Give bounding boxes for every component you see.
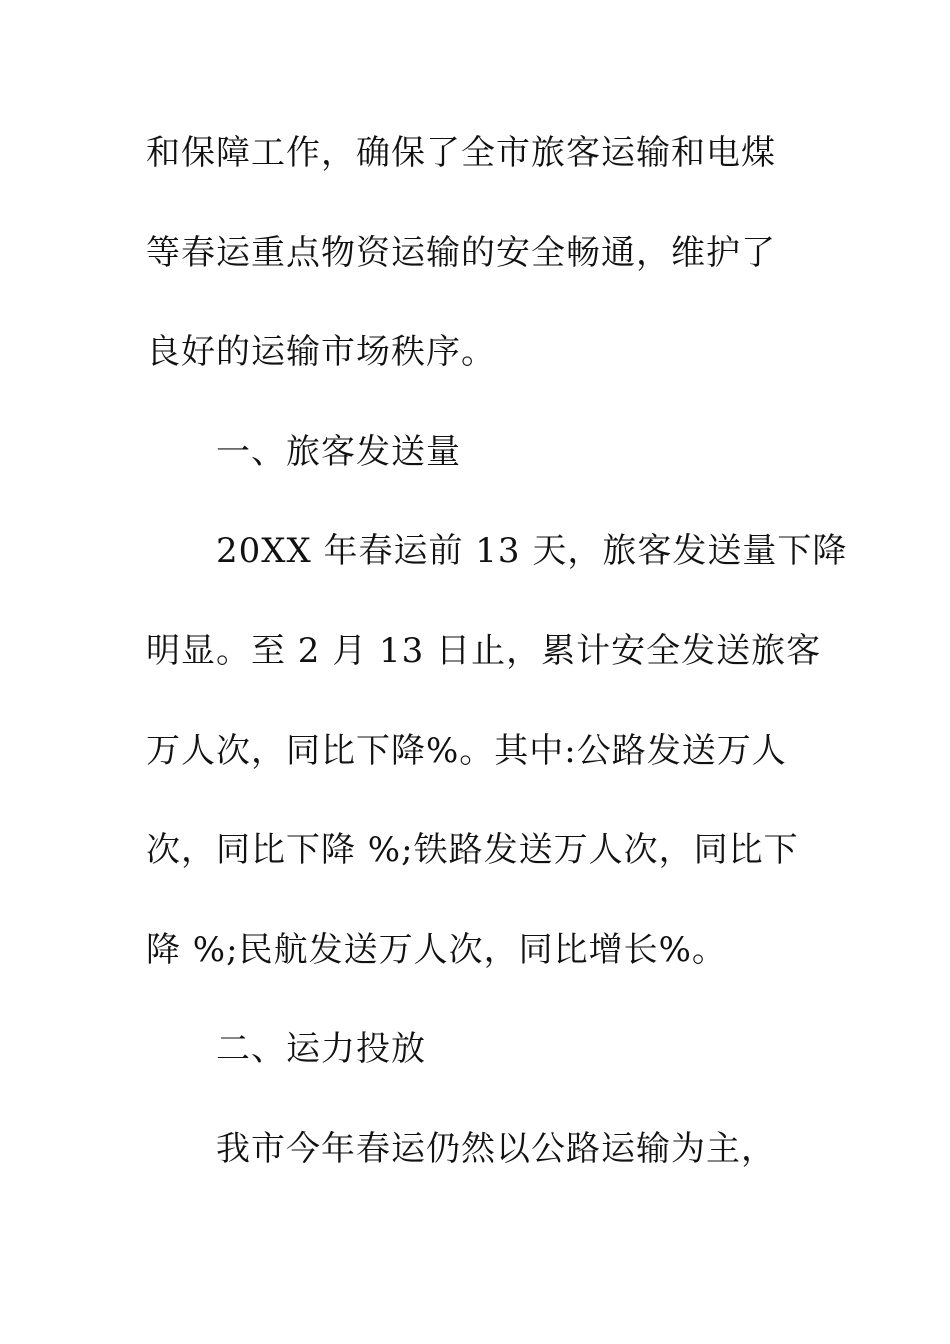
paragraph-line: 万人次，同比下降%。其中:公路发送万人 bbox=[146, 731, 787, 771]
paragraph-line: 和保障工作，确保了全市旅客运输和电煤 bbox=[146, 133, 776, 173]
paragraph-line: 等春运重点物资运输的安全畅通，维护了 bbox=[146, 233, 776, 273]
paragraph-line: 降 %;民航发送万人次，同比增长%。 bbox=[146, 930, 727, 970]
paragraph-line: 良好的运输市场秩序。 bbox=[146, 332, 496, 372]
paragraph-line: 20XX 年春运前 13 天，旅客发送量下降 bbox=[216, 531, 848, 571]
paragraph-line: 明显。至 2 月 13 日止，累计安全发送旅客 bbox=[146, 631, 822, 671]
section-heading: 二、运力投放 bbox=[216, 1029, 426, 1069]
paragraph-line: 我市今年春运仍然以公路运输为主， bbox=[216, 1129, 776, 1169]
paragraph-line: 次，同比下降 %;铁路发送万人次，同比下 bbox=[146, 830, 799, 870]
section-heading: 一、旅客发送量 bbox=[216, 432, 461, 472]
